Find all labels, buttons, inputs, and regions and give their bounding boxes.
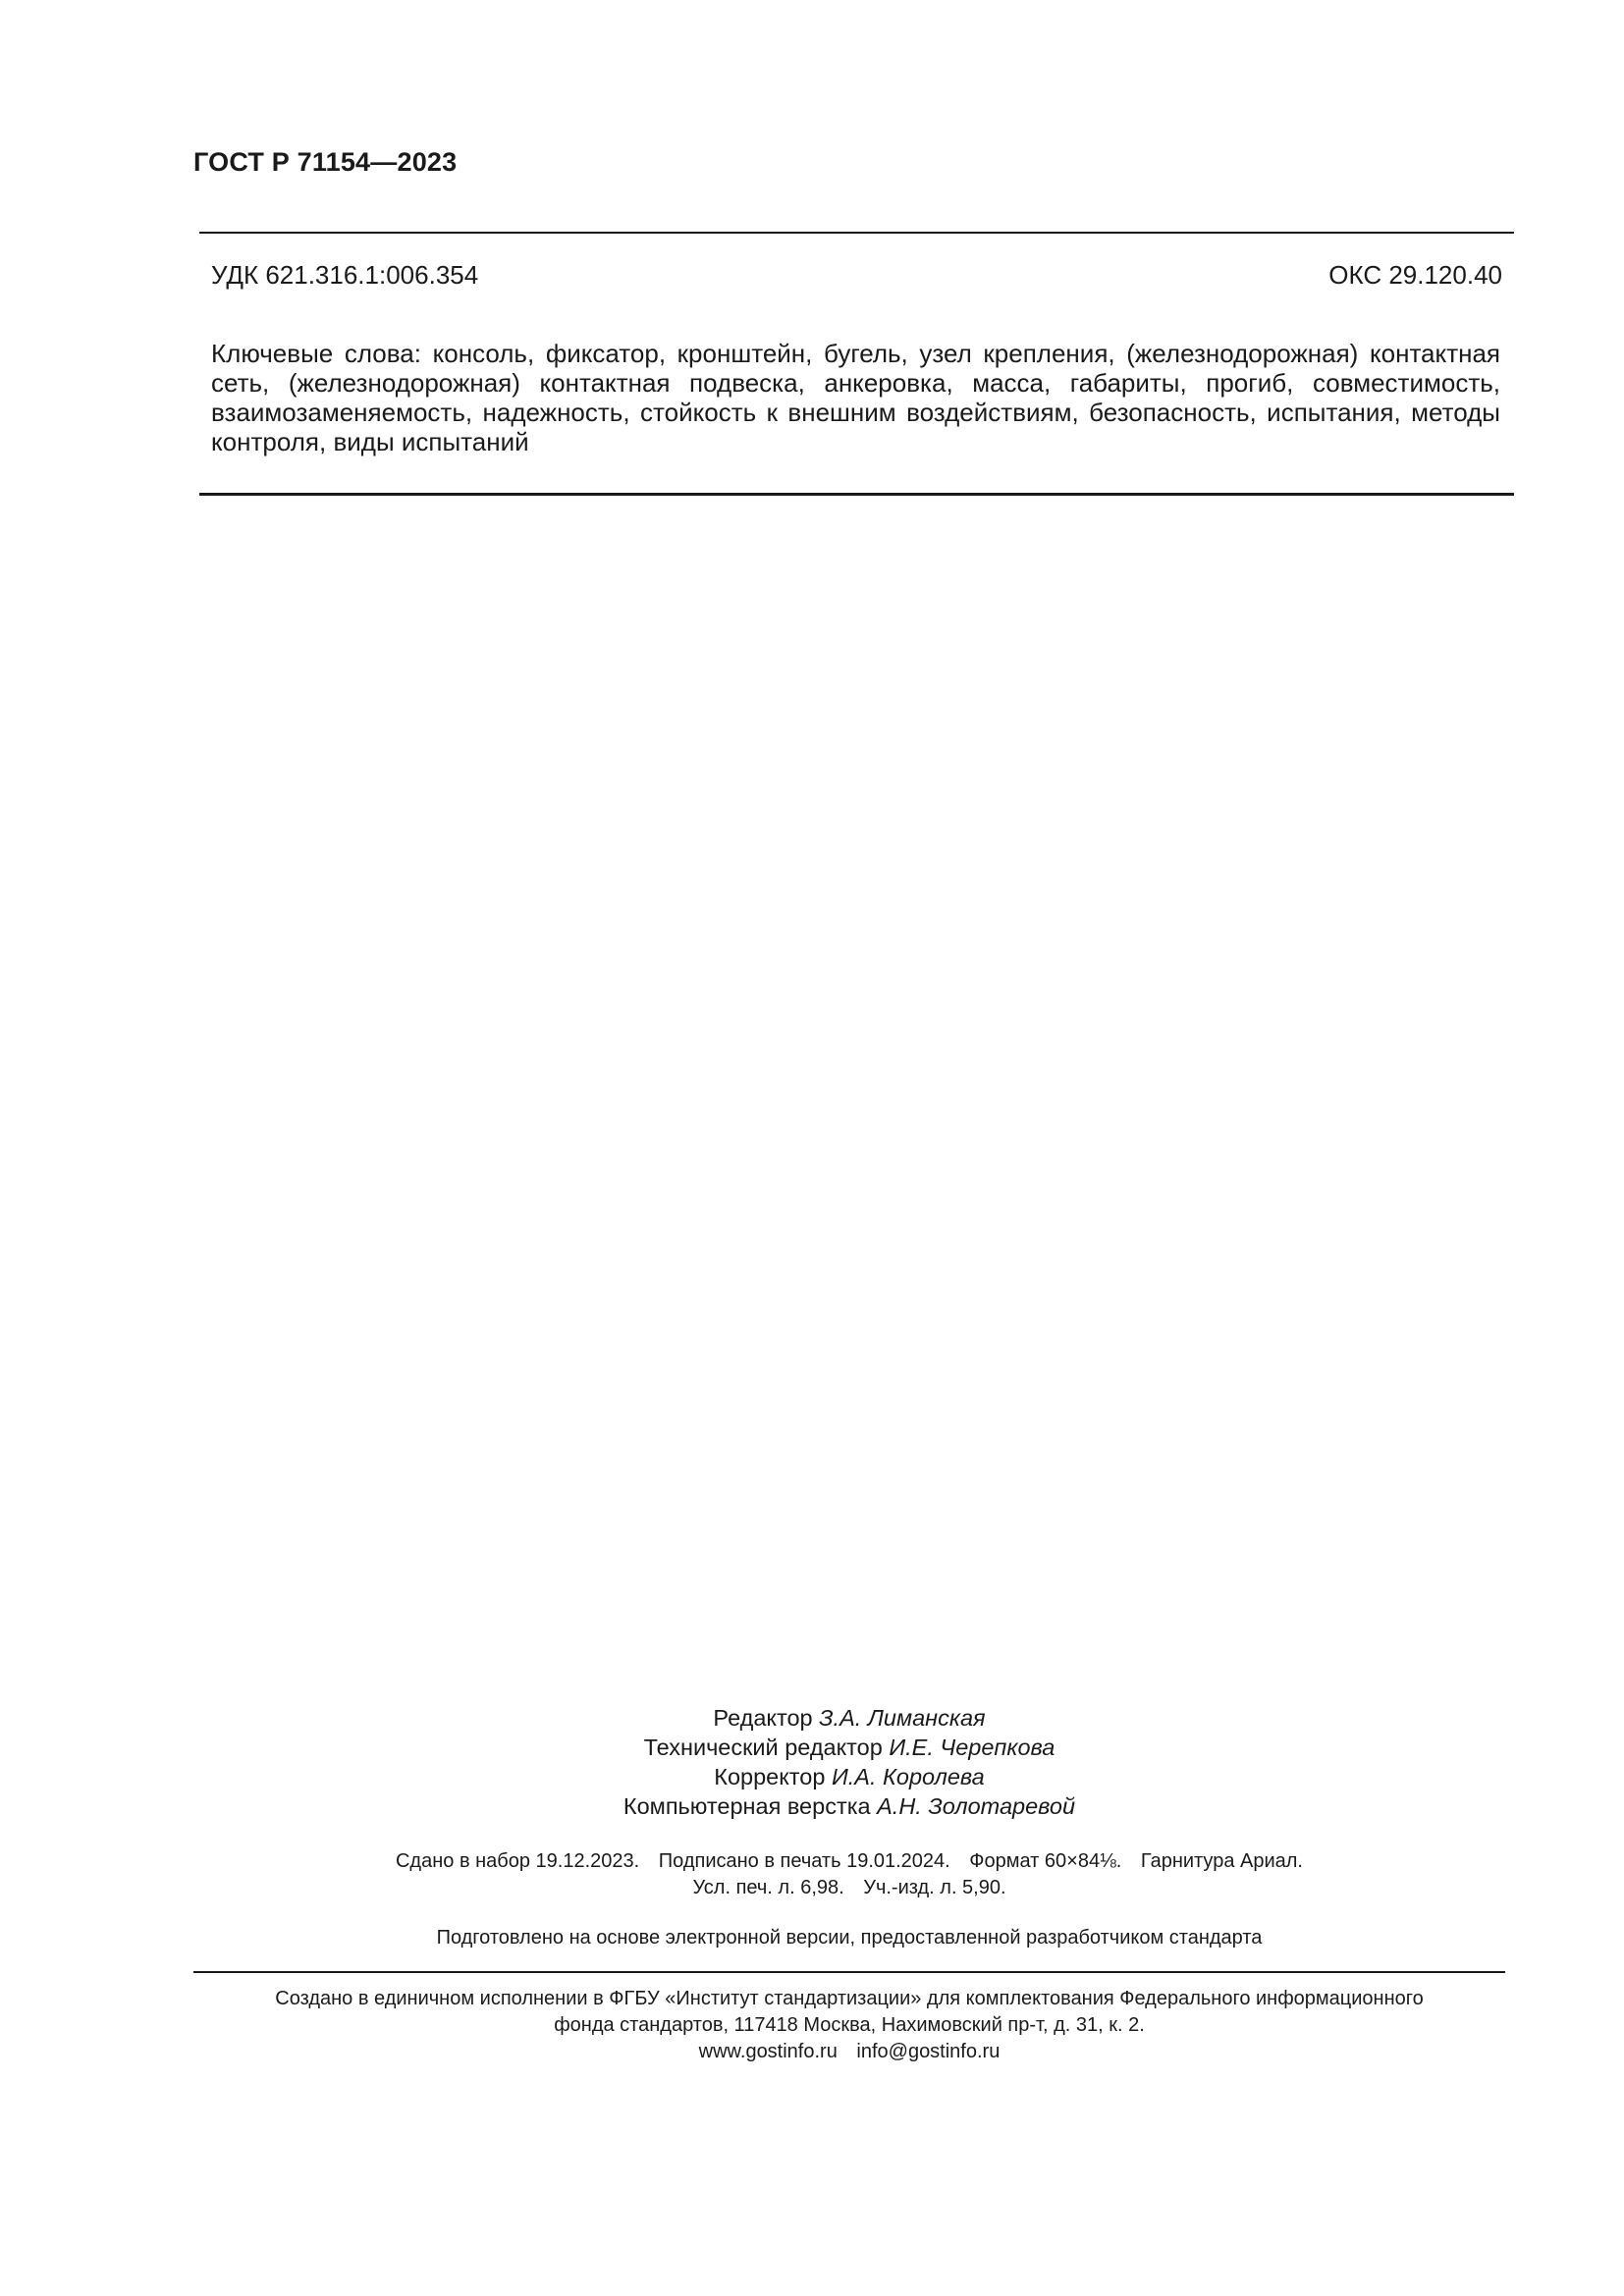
top-divider: [199, 232, 1514, 234]
publication-line-1: [0, 1848, 1624, 1875]
footer-info: [0, 1986, 1624, 2065]
staff-person: А.Н. Золотаревой: [877, 1793, 1076, 1819]
footer-line-2: фонда стандартов, 117418 Москва, Нахимовский пр-т, д. 31, к. 2.: [554, 2014, 1145, 2036]
footer-contacts: [0, 2039, 1624, 2065]
staff-row-layout: [0, 1791, 1624, 1821]
publication-info: [0, 1848, 1624, 1901]
footer-divider: [193, 1971, 1505, 1973]
oks-code: ОКС 29.120.40: [1328, 260, 1502, 290]
website-link[interactable]: www.gostinfo.ru: [698, 2041, 838, 2062]
staff-credits: [0, 1703, 1624, 1821]
staff-person: З.А. Лиманская: [819, 1705, 986, 1731]
submitted-date: Сдано в набор 19.12.2023.: [395, 1850, 640, 1872]
staff-row-tech-editor: [0, 1733, 1624, 1762]
staff-role: Корректор: [714, 1764, 826, 1789]
edit-sheets: Уч.-изд. л. 5,90.: [863, 1877, 1006, 1898]
staff-row-editor: [0, 1703, 1624, 1733]
document-code: ГОСТ Р 71154—2023: [193, 147, 458, 177]
footer-line-1: Создано в единичном исполнении в ФГБУ «Институт стандартизации» для комплектования Федерального информационного: [275, 1988, 1424, 2009]
staff-person: И.Е. Черепкова: [889, 1735, 1056, 1760]
publication-line-2: [0, 1875, 1624, 1901]
keywords-paragraph: Ключевые слова: консоль, фиксатор, кронштейн, бугель, узел крепления, (железнодорожная) контактная сеть, (железнодорожная) контактная подвеска, анкеровка, масса, габариты, прогиб, совместимость, взаимозаменяемость, надежность, стойкость к внешним воздействиям, безопасность, испытания, методы контроля, виды испытаний: [211, 339, 1500, 456]
staff-row-proofreader: [0, 1762, 1624, 1791]
staff-role: Редактор: [713, 1705, 813, 1731]
udk-code: УДК 621.316.1:006.354: [211, 260, 479, 290]
keywords-divider: [199, 493, 1514, 496]
staff-role: Технический редактор: [643, 1735, 883, 1760]
staff-role: Компьютерная верстка: [623, 1793, 871, 1819]
email-link[interactable]: info@gostinfo.ru: [856, 2041, 1001, 2062]
print-sheets: Усл. печ. л. 6,98.: [692, 1877, 844, 1898]
prepared-note: Подготовлено на основе электронной версии, предоставленной разработчиком стандарта: [436, 1927, 1263, 1949]
typeface: Гарнитура Ариал.: [1140, 1850, 1303, 1872]
staff-person: И.А. Королева: [831, 1764, 985, 1789]
print-format: Формат 60×84⅛.: [969, 1850, 1122, 1872]
signed-date: Подписано в печать 19.01.2024.: [658, 1850, 950, 1872]
